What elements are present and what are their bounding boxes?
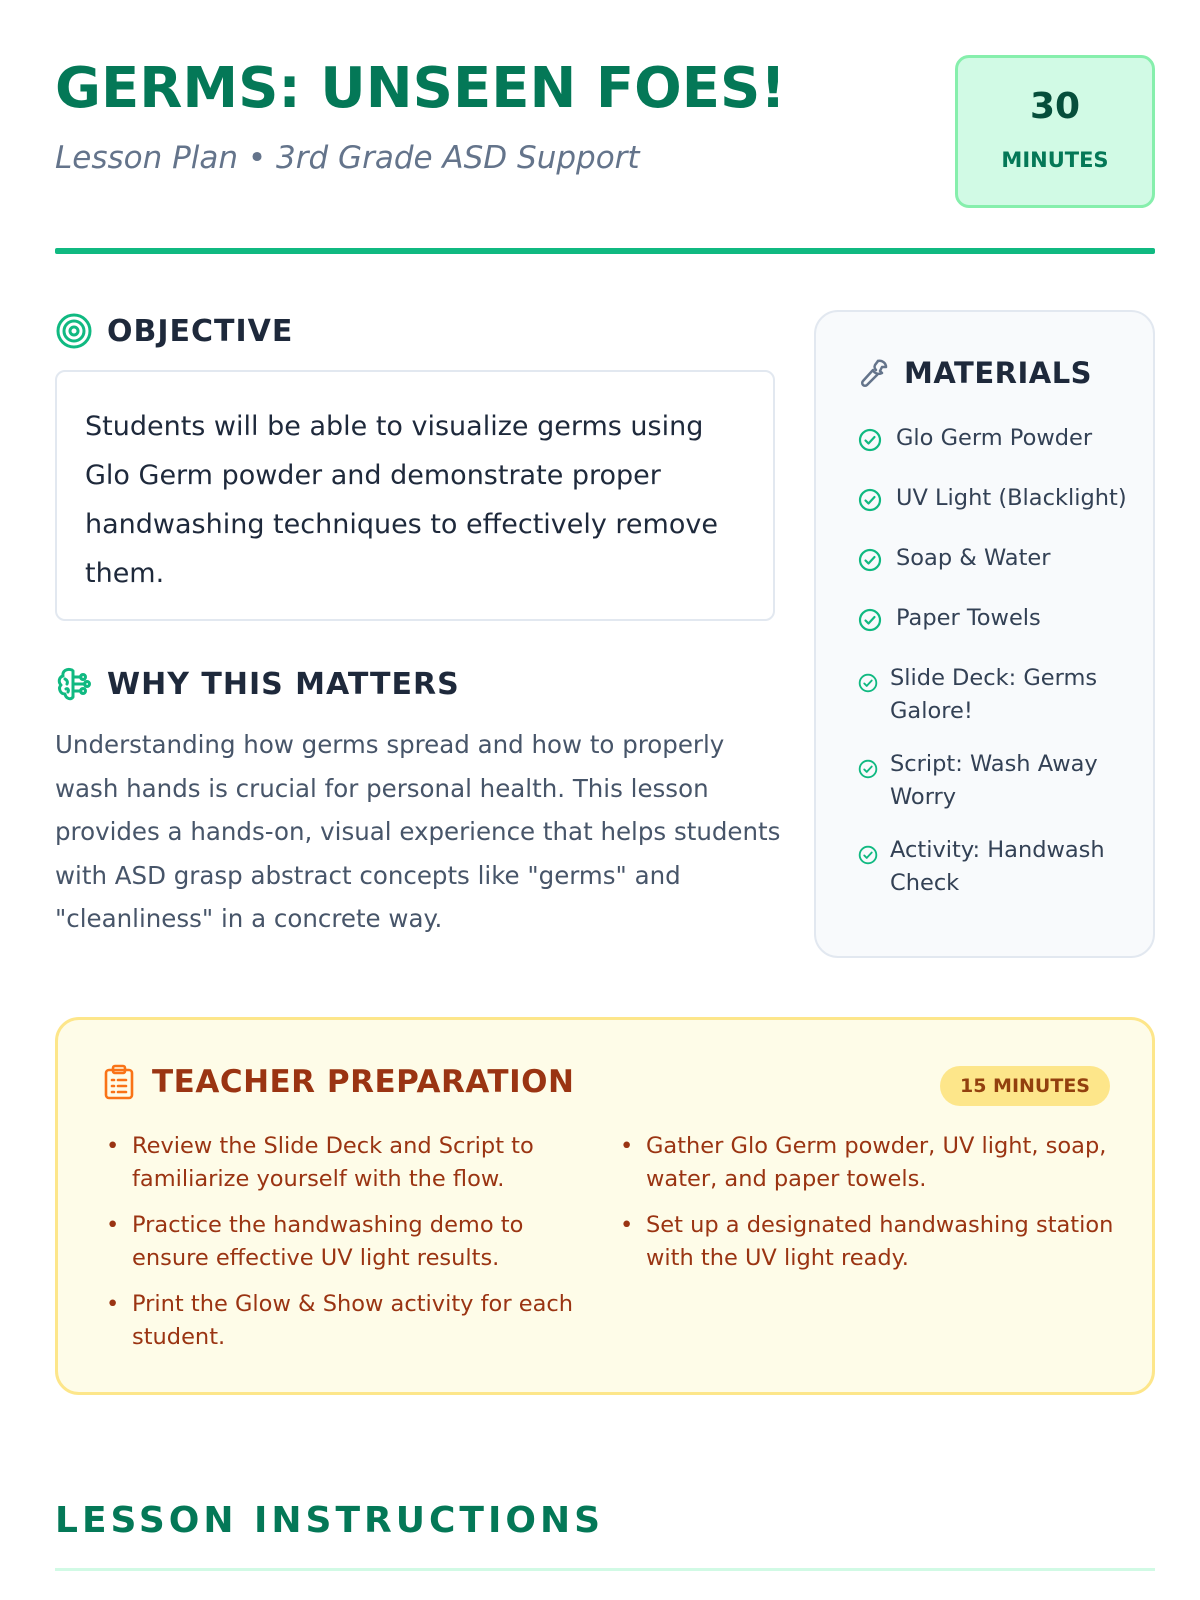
materials-list — [858, 422, 1148, 920]
prep-heading — [102, 1064, 574, 1100]
objective-text: Students will be able to visualize germs using Glo Germ powder and demonstrate proper handwashing techniques to effectively remove them. — [85, 411, 718, 589]
material-label: Slide Deck: Germs Galore! — [890, 665, 1098, 724]
material-item — [858, 834, 1148, 900]
prep-duration-badge: 15 MINUTES — [940, 1066, 1110, 1106]
bullet: • — [106, 1212, 120, 1238]
material-item — [858, 482, 1148, 522]
prep-item — [618, 1130, 1118, 1196]
prep-item-text: Review the Slide Deck and Script to familiarize yourself with the flow. — [132, 1133, 534, 1192]
material-item — [858, 422, 1148, 462]
prep-item-text: Gather Glo Germ powder, UV light, soap, water, and paper towels. — [646, 1133, 1107, 1192]
wrench-icon — [858, 357, 890, 389]
why-heading — [55, 665, 460, 703]
check-circle-icon — [858, 670, 878, 703]
page-title: GERMS: UNSEEN FOES! — [55, 56, 786, 121]
prep-item-text: Set up a designated handwashing station with the UV light ready. — [646, 1212, 1114, 1271]
material-label: Script: Wash Away Worry — [890, 751, 1098, 810]
prep-list-left — [104, 1130, 574, 1367]
lesson-plan-page — [55, 0, 1155, 1600]
materials-heading — [858, 356, 1092, 390]
objective-heading-label: OBJECTIVE — [107, 313, 294, 349]
teacher-prep-card — [55, 1017, 1155, 1395]
check-circle-icon — [858, 488, 882, 522]
prep-item — [104, 1209, 574, 1275]
bullet: • — [620, 1133, 634, 1159]
check-circle-icon — [858, 608, 882, 642]
material-label: Glo Germ Powder — [896, 425, 1093, 451]
page-subtitle: Lesson Plan • 3rd Grade ASD Support — [55, 140, 640, 176]
material-item — [858, 748, 1148, 814]
prep-item — [618, 1209, 1118, 1275]
bullet: • — [620, 1212, 634, 1238]
clipboard-icon — [102, 1064, 136, 1100]
objective-card — [55, 370, 775, 621]
prep-heading-label: TEACHER PREPARATION — [152, 1064, 575, 1100]
target-icon — [55, 312, 93, 350]
lesson-instructions-heading: LESSON INSTRUCTIONS — [55, 1500, 605, 1541]
prep-item-text: Print the Glow & Show activity for each student. — [132, 1291, 573, 1350]
materials-heading-label: MATERIALS — [904, 356, 1093, 390]
materials-card — [814, 310, 1155, 958]
material-item — [858, 662, 1148, 728]
objective-heading — [55, 312, 293, 350]
bullet: • — [106, 1133, 120, 1159]
prep-item — [104, 1288, 574, 1354]
check-circle-icon — [858, 756, 878, 789]
header — [55, 50, 1155, 210]
brain-icon — [55, 665, 93, 703]
material-item — [858, 602, 1148, 642]
bullet: • — [106, 1291, 120, 1317]
material-label: Soap & Water — [896, 545, 1051, 571]
lesson-divider — [55, 1568, 1155, 1571]
check-circle-icon — [858, 548, 882, 582]
material-label: Paper Towels — [896, 605, 1041, 631]
prep-item-text: Practice the handwashing demo to ensure effective UV light results. — [132, 1212, 524, 1271]
material-label: UV Light (Blacklight) — [896, 485, 1127, 511]
header-divider — [55, 248, 1155, 254]
duration-unit: MINUTES — [1001, 148, 1109, 172]
duration-value: 30 — [1029, 86, 1081, 127]
duration-badge — [955, 55, 1155, 208]
material-item — [858, 542, 1148, 582]
check-circle-icon — [858, 842, 878, 875]
prep-item — [104, 1130, 574, 1196]
check-circle-icon — [858, 428, 882, 462]
material-label: Activity: Handwash Check — [890, 837, 1105, 896]
why-text: Understanding how germs spread and how to properly wash hands is crucial for personal health. This lesson provides a hands-on, visual experience that helps students with ASD grasp abstract concepts like "germs" and "cleanliness" in a concrete way. — [55, 730, 781, 933]
why-heading-label: WHY THIS MATTERS — [107, 666, 460, 702]
prep-list-right — [618, 1130, 1118, 1288]
